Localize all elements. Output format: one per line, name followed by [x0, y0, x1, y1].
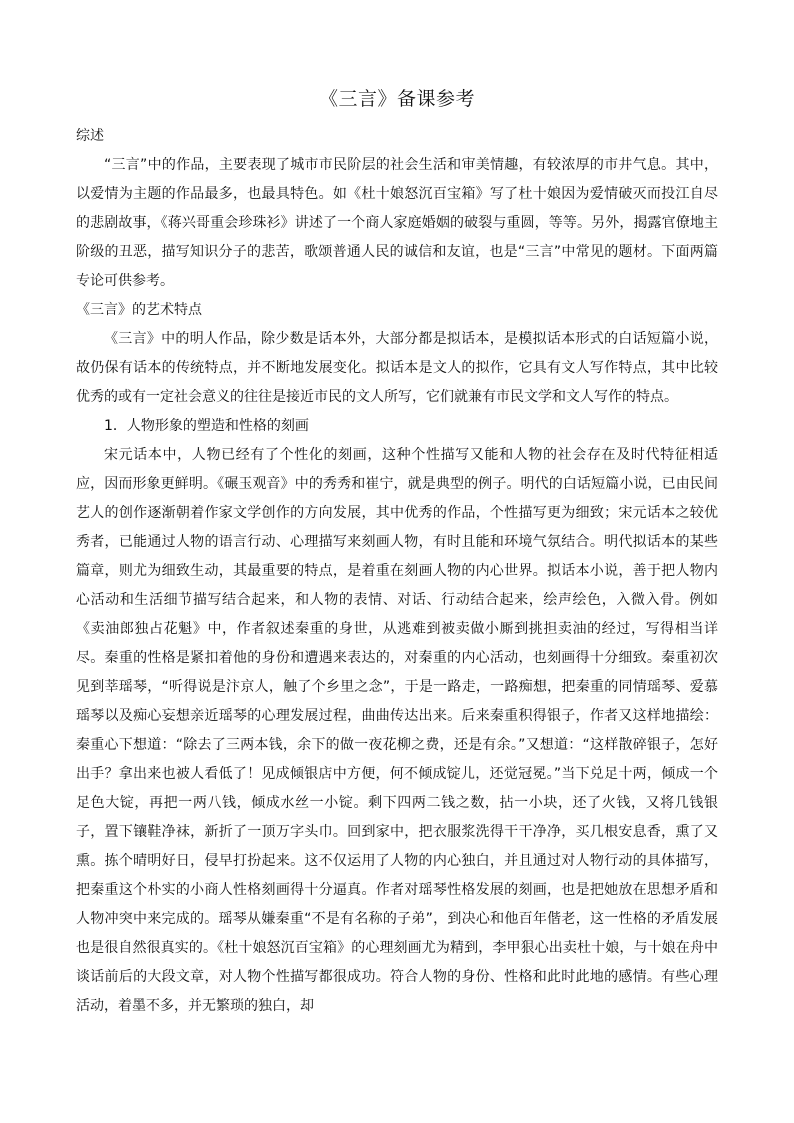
characters-paragraph: 宋元话本中，人物已经有了个性化的刻画，这种个性描写又能和人物的社会存在及时代特征相适应，因而形象更鲜明。《碾玉观音》中的秀秀和崔宁，就是典型的例子。明代的白话短篇小说，已由民间艺人的创作逐渐朝着作家文学创作的方向发展，其中优秀的作品，个性描写更为细致；宋元话本之较优秀者，已能通过人物的语言行动、心理描写来刻画人物，有时且能和环境气氛结合。明代拟话本的某些篇章，则尤为细致生动，其最重要的特点，是着重在刻画人物的内心世界。拟话本小说，善于把人物内心活动和生活细节描写结合起来，和人物的表情、对话、行动结合起来，绘声绘色，入微入骨。例如《卖油郎独占花魁》中，作者叙述秦重的身世，从逃难到被卖做小厮到挑担卖油的经过，写得相当详尽。秦重的性格是紧扣着他的身份和遭遇来表达的，对秦重的内心活动，也刻画得十分细致。秦重初次见到莘瑶琴，“听得说是汴京人，触了个乡里之念”，于是一路走，一路痴想，把秦重的同情瑶琴、爱慕瑶琴以及痴心妄想亲近瑶琴的心理发展过程，曲曲传达出来。后来秦重积得银子，作者又这样地描绘：秦重心下想道：“除去了三两本钱，余下的做一夜花柳之费，还是有余。”又想道：“这样散碎银子，怎好出手？拿出来也被人看低了！见成倾银店中方便，何不倾成锭儿，还觉冠冕。”当下兑足十两，倾成一个足色大锭，再把一两八钱，倾成水丝一小锭。剩下四两二钱之数，拈一小块，还了火钱，又将几钱银子，置下镶鞋净袜，新折了一顶万字头巾。回到家中，把衣服浆洗得干干净净，买几根安息香，熏了又熏。拣个晴明好日，侵早打扮起来。这不仅运用了人物的内心独白，并且通过对人物行动的具体描写，把秦重这个朴实的小商人性格刻画得十分逼真。作者对瑶琴性格发展的刻画，也是把她放在思想矛盾和人物冲突中来完成的。瑶琴从嫌秦重“不是有名称的子弟”，到决心和他百年偕老，这一性格的矛盾发展也是很自然很真实的。《杜十娘怒沉百宝箱》的心理刻画尤为精到，李甲狠心出卖杜十娘，与十娘在舟中谈话前后的大段文章，对人物个性描写都很成功。符合人物的身份、性格和此时此地的感情。有些心理活动，着墨不多，并无繁琐的独白，却 [76, 447, 718, 1014]
artistic-features-paragraph: 《三言》中的明人作品，除少数是话本外，大部分都是拟话本，是模拟话本形式的白话短篇小说，故仍保有话本的传统特点，并不断地发展变化。拟话本是文人的拟作，它具有文人写作特点，其中比较优秀的或有一定社会意义的往往是接近市民的文人所写，它们就兼有市民文学和文人写作的特点。 [76, 331, 718, 405]
page-title: 《三言》备课参考 [318, 88, 475, 110]
section-heading-artistic-features: 《三言》的艺术特点 [76, 302, 202, 318]
subsection-heading-characters: 1．人物形象的塑造和性格的刻画 [104, 418, 309, 434]
overview-paragraph: “三言”中的作品，主要表现了城市市民阶层的社会生活和审美情趣，有较浓厚的市井气息。其中，以爱情为主题的作品最多，也最具特色。如《杜十娘怒沉百宝箱》写了杜十娘因为爱情破灭而投江自尽的悲剧故事，《蒋兴哥重会珍珠衫》讲述了一个商人家庭婚姻的破裂与重圆，等等。另外，揭露官僚地主阶级的丑恶，描写知识分子的悲苦，歌颂普通人民的诚信和友谊，也是“三言”中常见的题材。下面两篇专论可供参考。 [76, 157, 718, 289]
document-body [76, 84, 718, 1021]
section-heading-overview: 综述 [76, 128, 104, 144]
